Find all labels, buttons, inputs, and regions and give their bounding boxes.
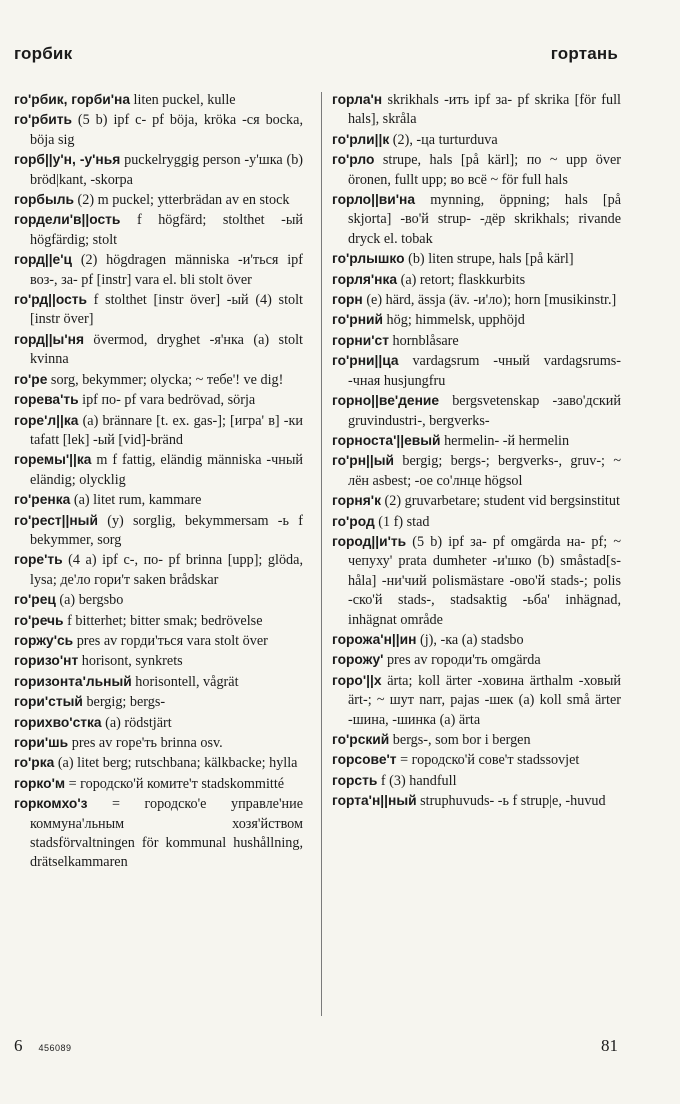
dictionary-columns	[14, 90, 621, 873]
entry-definition: (a) bergsbo	[55, 592, 124, 609]
entry-definition: hermelin- -й hermelin	[440, 432, 570, 449]
entry-definition: (2) gruvarbetare; student vid bergsinstitut	[381, 493, 620, 510]
dictionary-entry	[332, 391, 621, 431]
dictionary-entry	[14, 390, 303, 410]
entry-definition: f stolthet [instr över] -ый (4) stolt [instr över]	[30, 292, 303, 328]
header-right-word: гортань	[550, 44, 618, 63]
entry-headword: горева'ть	[14, 392, 79, 408]
entry-definition: struphuvuds- -ь f strup|e, -huvud	[416, 793, 606, 810]
entry-headword: гори'шь	[14, 735, 69, 750]
dictionary-entry	[14, 590, 303, 610]
entry-headword: горо'||х	[332, 672, 382, 688]
dictionary-entry	[332, 750, 621, 770]
entry-definition: = городско'е управле'ние коммуна'льным хозя'йством stadsförvaltningen för kommunal hushållning, drätselkammaren	[30, 796, 303, 871]
entry-headword: го'рский	[332, 732, 390, 747]
dictionary-entry	[332, 650, 621, 670]
entry-definition: ärta; koll ärter -ховина ärthalm -ховый ärt-; ~ шут narr, pajas -шек (a) koll små ärter -шина, -шинка (a) ärta	[348, 672, 621, 728]
entry-definition: (a) rödstjärt	[101, 714, 172, 731]
dictionary-entry	[332, 451, 621, 491]
dictionary-entry	[14, 753, 303, 773]
entry-definition: (4 a) ipf с-, по- pf brinna [upp]; glöda, lysa; де'ло гори'т saken brådskar	[30, 552, 303, 588]
dictionary-entry	[14, 450, 303, 490]
entry-headword: го'рли||к	[332, 131, 390, 147]
entry-definition: skrikhals -ить ipf за- pf skrika [för full hals], skråla	[348, 92, 621, 128]
entry-headword: горбыль	[14, 192, 74, 208]
entry-definition: = городско'й комите'т stadskommitté	[65, 775, 285, 792]
entry-definition: m f fattig, eländig människa -чный eländig; olycklig	[30, 452, 303, 488]
dictionary-entry	[332, 190, 621, 249]
entry-headword: горно||ве'дение	[332, 393, 440, 409]
entry-definition: vardagsrum -чный vardagsrums- -чная husjungfru	[348, 353, 621, 389]
entry-definition: pres av городи'ть omgärda	[383, 652, 541, 669]
entry-definition: f bitterhet; bitter smak; bedrövelse	[63, 612, 263, 629]
entry-definition: sorg, bekymmer; olycka; ~ тебе'! ve dig!	[47, 371, 284, 388]
dictionary-entry	[14, 490, 303, 510]
dictionary-entry	[332, 270, 621, 290]
entry-definition: (2), -ца turturduva	[389, 131, 498, 148]
dictionary-entry	[332, 491, 621, 511]
entry-definition: horisontell, vågrät	[131, 673, 239, 690]
entry-definition: strupe, hals [på kärl]; по ~ upp över öronen, fullt upp; во всё ~ för full hals	[348, 152, 621, 188]
entry-headword: гордели'в||ость	[14, 212, 121, 228]
entry-headword: горла'н	[332, 92, 383, 107]
dictionary-entry	[14, 370, 303, 390]
entry-definition: hornblåsare	[388, 332, 459, 349]
entry-headword: горемы'||ка	[14, 452, 92, 468]
dictionary-entry	[14, 713, 303, 733]
entry-headword: горб||у'н, -у'нья	[14, 152, 121, 168]
entry-headword: горожа'н||ин	[332, 631, 417, 647]
entry-headword: горноста'||евый	[332, 432, 441, 448]
dictionary-entry	[332, 771, 621, 791]
entry-definition: (1 f) stad	[374, 513, 430, 530]
dictionary-entry	[332, 791, 621, 811]
dictionary-entry	[14, 250, 303, 290]
entry-headword: го'рни||ца	[332, 353, 399, 369]
entry-definition: (2) m puckel; ytterbrädan av en stock	[73, 192, 290, 209]
entry-definition: ipf по- pf vara bedrövad, sörja	[78, 392, 256, 409]
entry-headword: горля'нка	[332, 271, 398, 287]
entry-headword: го'ре	[14, 371, 48, 387]
entry-headword: го'рбить	[14, 112, 72, 128]
entry-headword: горня'к	[332, 493, 381, 509]
entry-headword: горизо'нт	[14, 653, 79, 669]
dictionary-entry	[332, 512, 621, 532]
entry-definition: horisont, synkrets	[78, 653, 183, 670]
dictionary-entry	[14, 550, 303, 590]
entry-headword: го'рло	[332, 152, 375, 168]
entry-headword: го'рест||ный	[14, 512, 98, 528]
dictionary-entry	[332, 331, 621, 351]
entry-definition: (a) litet rum, kammare	[70, 492, 202, 509]
entry-headword: горизонта'льный	[14, 673, 132, 689]
dictionary-entry	[14, 611, 303, 631]
entry-headword: го'речь	[14, 612, 64, 628]
dictionary-entry	[14, 290, 303, 330]
dictionary-entry	[332, 532, 621, 630]
entry-definition: bergs-, som bor i bergen	[389, 732, 531, 748]
entry-headword: горсть	[332, 772, 378, 788]
dictionary-entry	[332, 290, 621, 310]
dictionary-entry	[14, 774, 303, 794]
entry-headword: гори'стый	[14, 694, 83, 710]
entry-headword: горни'ст	[332, 332, 389, 348]
dictionary-entry	[332, 630, 621, 650]
entry-headword: горд||ы'ня	[14, 331, 85, 347]
entry-headword: горкомхо'з	[14, 796, 88, 812]
entry-headword: го'рд||ость	[14, 292, 87, 308]
entry-definition: (j), -ка (a) stadsbo	[416, 631, 524, 648]
entry-definition: pres av горе'ть brinna osv.	[68, 735, 223, 751]
dictionary-entry	[332, 150, 621, 190]
entry-headword: город||и'ть	[332, 533, 407, 549]
entry-definition: puckelryggig person -у'шка (b) bröd|kant, -skorpa	[30, 152, 304, 188]
dictionary-entry	[14, 794, 303, 873]
entry-headword: горе'л||ка	[14, 412, 79, 428]
dictionary-entry	[14, 631, 303, 651]
entry-definition: bergig; bergs-	[82, 694, 166, 711]
page-footer	[14, 1036, 618, 1056]
entry-definition: (a) litet berg; rutschbana; kälkbacke; hylla	[54, 755, 298, 772]
dictionary-entry	[332, 671, 621, 730]
entry-definition: hög; himmelsk, upphöjd	[383, 312, 525, 329]
volume-number: 6	[14, 1036, 23, 1055]
entry-definition: (y) sorglig, bekymmersam -ь f bekymmer, sorg	[30, 512, 303, 548]
right-column	[332, 90, 621, 873]
entry-headword: го'род	[332, 513, 375, 529]
entry-definition: (5 b) ipf за- pf omgärda на- pf; ~ чепуху' prata dumheter -и'шко (b) småstad[s-håla] -ни'чий polismästare -ово'й stads-; polis -ско'й stads-, stadsaktig -ьба' inhägnad, inhägnat område	[348, 533, 621, 628]
dictionary-entry	[332, 730, 621, 750]
entry-definition: bergig; bergs-; bergverks-, gruv-; ~ лён asbest; -ое со'лнце högsol	[348, 453, 621, 489]
dictionary-entry	[14, 511, 303, 551]
entry-definition: mynning, öppning; hals [på skjorta] -во'й strup- -дёр skrikhals; rivande dryck el. tobak	[348, 192, 621, 247]
entry-headword: го'ренка	[14, 492, 71, 508]
entry-headword: го'рец	[14, 592, 56, 608]
dictionary-entry	[14, 210, 303, 250]
dictionary-entry	[332, 431, 621, 451]
entry-headword: го'рбик, горби'на	[14, 92, 130, 107]
entry-definition: liten puckel, kulle	[130, 92, 236, 108]
entry-definition: pres av горди'ться vara stolt över	[73, 632, 268, 649]
entry-headword: горд||е'ц	[14, 252, 72, 268]
dictionary-entry	[14, 190, 303, 210]
entry-headword: горожу'	[332, 652, 384, 668]
entry-definition: (a) brännare [t. ex. gas-]; [игра' в] -ки tafatt [lek] -ый [vid]-bränd	[30, 412, 303, 448]
entry-headword: го'рлышко	[332, 251, 405, 267]
dictionary-entry	[14, 330, 303, 370]
dictionary-entry	[14, 411, 303, 451]
entry-definition: (2) högdragen människa -и'ться ipf воз-, за- pf [instr] vara el. bli stolt över	[30, 252, 303, 288]
dictionary-entry	[14, 651, 303, 671]
header-left-word: горбик	[14, 44, 73, 63]
page-number: 81	[601, 1036, 618, 1055]
entry-definition: (b) liten strupe, hals [på kärl]	[404, 251, 574, 268]
entry-headword: горн	[332, 292, 363, 308]
entry-definition: (e) härd, ässja (äv. -и'ло); horn [musikinstr.]	[362, 292, 617, 309]
dictionary-entry	[332, 130, 621, 150]
entry-definition: övermod, dryghet -я'нка (a) stolt kvinna	[30, 331, 303, 368]
entry-headword: го'рн||ый	[332, 453, 395, 469]
dictionary-entry	[332, 90, 621, 130]
print-code: 456089	[38, 1043, 72, 1053]
entry-headword: горсове'т	[332, 752, 397, 768]
dictionary-entry	[14, 150, 303, 190]
dictionary-entry	[14, 733, 303, 753]
entry-definition: bergsvetenskap -заво'дский gruvindustri-, bergverks-	[348, 393, 621, 429]
dictionary-entry	[14, 692, 303, 712]
entry-headword: горжу'сь	[14, 632, 74, 648]
entry-definition: = городско'й сове'т stadssovjet	[396, 752, 580, 769]
entry-definition: f högfärd; stolthet -ый högfärdig; stolt	[30, 212, 303, 248]
entry-headword: горта'н||ный	[332, 793, 417, 809]
dictionary-entry	[332, 249, 621, 269]
page-header	[14, 44, 618, 64]
left-column	[14, 90, 303, 873]
entry-headword: горко'м	[14, 775, 66, 791]
dictionary-entry	[332, 351, 621, 391]
entry-headword: горе'ть	[14, 552, 63, 568]
entry-headword: го'рний	[332, 312, 383, 328]
dictionary-entry	[14, 110, 303, 150]
dictionary-entry	[332, 310, 621, 330]
entry-definition: f (3) handfull	[377, 772, 457, 789]
entry-definition: (5 b) ipf с- pf böja, kröka -ся bocka, böja sig	[30, 112, 303, 148]
entry-definition: (a) retort; flaskkurbits	[397, 271, 526, 288]
dictionary-entry	[14, 90, 303, 110]
entry-headword: горло||ви'на	[332, 192, 416, 208]
entry-headword: го'рка	[14, 755, 55, 771]
dictionary-entry	[14, 672, 303, 692]
entry-headword: горихво'стка	[14, 714, 102, 730]
